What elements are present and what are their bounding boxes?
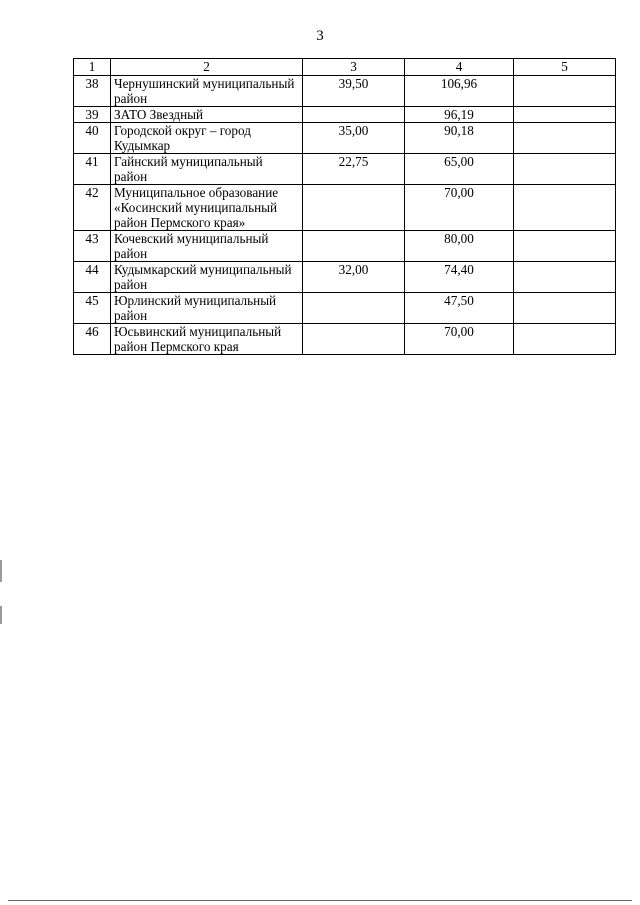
municipality-name: ЗАТО Звездный xyxy=(111,107,303,123)
row-number: 40 xyxy=(74,123,111,154)
row-number: 44 xyxy=(74,262,111,293)
data-table xyxy=(73,58,616,355)
value-col5 xyxy=(514,107,616,123)
value-col4: 80,00 xyxy=(405,231,514,262)
municipality-name: Юсьвинский муниципальный район Пермского края xyxy=(111,324,303,355)
row-number: 46 xyxy=(74,324,111,355)
value-col3: 35,00 xyxy=(303,123,405,154)
row-number: 43 xyxy=(74,231,111,262)
value-col5 xyxy=(514,154,616,185)
municipality-name: Городской округ – город Кудымкар xyxy=(111,123,303,154)
municipality-name: Муниципальное образование «Косинский муниципальный район Пермского края» xyxy=(111,185,303,231)
value-col3 xyxy=(303,107,405,123)
value-col3 xyxy=(303,185,405,231)
municipality-name: Гайнский муниципальный район xyxy=(111,154,303,185)
row-number: 38 xyxy=(74,76,111,107)
table-row xyxy=(74,324,616,355)
scan-edge-mark xyxy=(0,560,2,582)
value-col3: 22,75 xyxy=(303,154,405,185)
scan-edge-mark xyxy=(0,606,2,624)
column-header-3: 3 xyxy=(303,59,405,76)
value-col3 xyxy=(303,324,405,355)
table-row xyxy=(74,262,616,293)
column-header-4: 4 xyxy=(405,59,514,76)
row-number: 42 xyxy=(74,185,111,231)
table-row xyxy=(74,154,616,185)
row-number: 45 xyxy=(74,293,111,324)
municipality-name: Кочевский муниципальный район xyxy=(111,231,303,262)
table-row xyxy=(74,123,616,154)
value-col3: 32,00 xyxy=(303,262,405,293)
value-col4: 74,40 xyxy=(405,262,514,293)
value-col4: 65,00 xyxy=(405,154,514,185)
row-number: 41 xyxy=(74,154,111,185)
municipality-name: Чернушинский муниципальный район xyxy=(111,76,303,107)
value-col5 xyxy=(514,76,616,107)
value-col3 xyxy=(303,293,405,324)
value-col3: 39,50 xyxy=(303,76,405,107)
value-col4: 70,00 xyxy=(405,324,514,355)
table-row xyxy=(74,107,616,123)
table-header-row xyxy=(74,59,616,76)
value-col5 xyxy=(514,324,616,355)
value-col5 xyxy=(514,231,616,262)
row-number: 39 xyxy=(74,107,111,123)
table-row xyxy=(74,231,616,262)
scan-bottom-rule xyxy=(8,900,632,901)
page-number: 3 xyxy=(316,28,324,44)
municipality-name: Кудымкарский муниципальный район xyxy=(111,262,303,293)
value-col4: 106,96 xyxy=(405,76,514,107)
value-col4: 47,50 xyxy=(405,293,514,324)
table-row xyxy=(74,76,616,107)
value-col5 xyxy=(514,185,616,231)
value-col4: 90,18 xyxy=(405,123,514,154)
table-row xyxy=(74,185,616,231)
value-col5 xyxy=(514,262,616,293)
column-header-2: 2 xyxy=(111,59,303,76)
column-header-1: 1 xyxy=(74,59,111,76)
value-col3 xyxy=(303,231,405,262)
value-col5 xyxy=(514,293,616,324)
value-col5 xyxy=(514,123,616,154)
table-row xyxy=(74,293,616,324)
value-col4: 70,00 xyxy=(405,185,514,231)
municipality-name: Юрлинский муниципальный район xyxy=(111,293,303,324)
column-header-5: 5 xyxy=(514,59,616,76)
value-col4: 96,19 xyxy=(405,107,514,123)
